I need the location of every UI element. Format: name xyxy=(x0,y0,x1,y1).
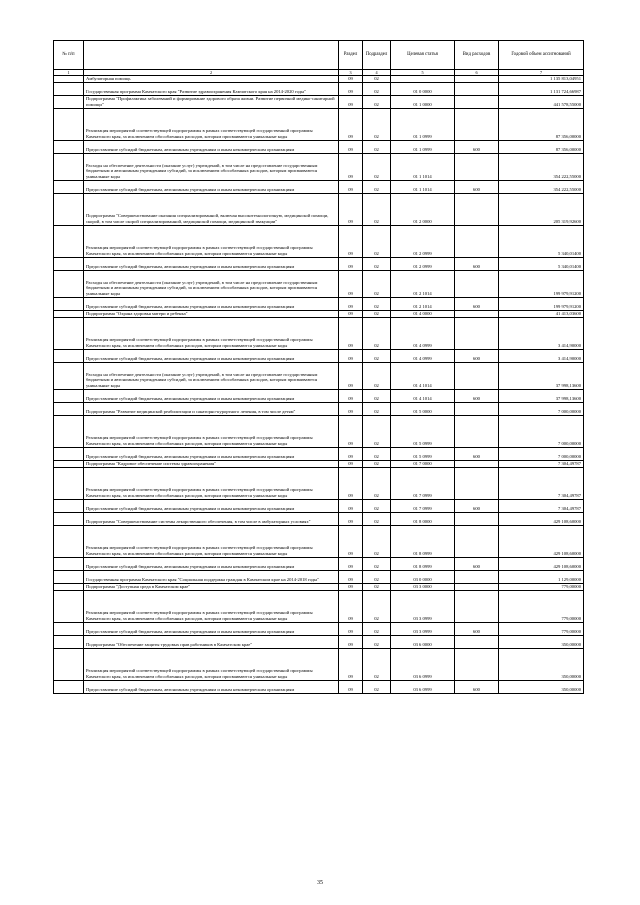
header-target-article: Целевая статья xyxy=(391,41,455,70)
row-podrazdel-cell: 02 xyxy=(363,257,391,270)
row-razdel-cell: 09 xyxy=(339,362,363,389)
row-name-cell: Подпрограмма "Кадровое обеспечение системы здравоохранения" xyxy=(84,460,339,467)
row-target-article-cell: 01 5 0999 xyxy=(391,447,455,460)
column-number: 1 xyxy=(54,70,84,76)
row-podrazdel-cell: 02 xyxy=(363,225,391,257)
row-num-cell xyxy=(54,590,84,622)
row-amount-cell: 350,00000 xyxy=(499,648,584,680)
row-podrazdel-cell: 02 xyxy=(363,270,391,297)
row-expense-type-cell xyxy=(455,317,499,349)
row-expense-type-cell xyxy=(455,270,499,297)
row-target-article-cell: 01 7 0999 xyxy=(391,467,455,499)
row-target-article-cell: 01 4 0999 xyxy=(391,349,455,362)
budget-table xyxy=(53,40,584,694)
row-name-cell: Реализация мероприятий соответствующей подпрограммы в рамках соответствующей государственной программы Камчатского края, за исключением обособленных расходов, которым присваиваются уникальные коды xyxy=(84,415,339,447)
row-expense-type-cell xyxy=(455,193,499,225)
row-name-cell: Предоставление субсидий бюджетным, автономным учреждениям и иным некоммерческим организациям xyxy=(84,557,339,570)
row-name-cell: Подпрограмма "Доступная среда в Камчатском крае" xyxy=(84,583,339,590)
header-num: № п/п xyxy=(54,41,84,70)
row-num-cell xyxy=(54,402,84,415)
row-podrazdel-cell: 02 xyxy=(363,460,391,467)
row-name-cell: Реализация мероприятий соответствующей подпрограммы в рамках соответствующей государственной программы Камчатского края, за исключением обособленных расходов, которым присваиваются уникальные коды xyxy=(84,467,339,499)
row-podrazdel-cell: 02 xyxy=(363,349,391,362)
table-row xyxy=(54,525,584,557)
row-razdel-cell: 09 xyxy=(339,82,363,95)
row-razdel-cell: 09 xyxy=(339,512,363,525)
row-amount-cell: 7 000,00000 xyxy=(499,447,584,460)
row-amount-cell: 1 135 813,04951 xyxy=(499,76,584,83)
row-podrazdel-cell: 02 xyxy=(363,297,391,310)
table-row xyxy=(54,317,584,349)
row-razdel-cell: 09 xyxy=(339,557,363,570)
row-num-cell xyxy=(54,680,84,693)
row-target-article-cell: 01 0 0000 xyxy=(391,82,455,95)
table-row xyxy=(54,193,584,225)
row-expense-type-cell: 600 xyxy=(455,499,499,512)
row-razdel-cell: 09 xyxy=(339,349,363,362)
table-row xyxy=(54,362,584,389)
row-razdel-cell: 09 xyxy=(339,257,363,270)
row-amount-cell: 199 979,91200 xyxy=(499,297,584,310)
row-expense-type-cell: 600 xyxy=(455,622,499,635)
row-num-cell xyxy=(54,557,84,570)
table-row xyxy=(54,467,584,499)
table-row xyxy=(54,635,584,648)
row-amount-cell: 41 413,03600 xyxy=(499,310,584,317)
row-razdel-cell: 09 xyxy=(339,95,363,108)
row-amount-cell: 1 129,00000 xyxy=(499,570,584,583)
table-row xyxy=(54,270,584,297)
row-target-article-cell: 01 8 0999 xyxy=(391,557,455,570)
row-expense-type-cell xyxy=(455,512,499,525)
row-target-article-cell: 03 3 0999 xyxy=(391,590,455,622)
row-num-cell xyxy=(54,317,84,349)
table-row xyxy=(54,180,584,193)
row-razdel-cell: 09 xyxy=(339,180,363,193)
table-row xyxy=(54,583,584,590)
row-name-cell: Подпрограмма "Совершенствование системы лекарственного обеспечения, в том числе в амбулаторных условиях" xyxy=(84,512,339,525)
row-name-cell: Предоставление субсидий бюджетным, автономным учреждениям и иным некоммерческим организациям xyxy=(84,140,339,153)
row-target-article-cell: 03 6 0999 xyxy=(391,680,455,693)
row-razdel-cell: 09 xyxy=(339,140,363,153)
table-row xyxy=(54,225,584,257)
row-name-cell: Подпрограмма "Развитие медицинской реабилитации и санаторно-курортного лечения, в том числе детям" xyxy=(84,402,339,415)
row-podrazdel-cell: 02 xyxy=(363,512,391,525)
row-num-cell xyxy=(54,180,84,193)
row-target-article-cell: 01 4 1014 xyxy=(391,362,455,389)
row-expense-type-cell xyxy=(455,460,499,467)
table-row xyxy=(54,499,584,512)
table-row xyxy=(54,257,584,270)
row-podrazdel-cell: 02 xyxy=(363,402,391,415)
row-num-cell xyxy=(54,570,84,583)
column-number: 3 xyxy=(339,70,363,76)
row-target-article-cell: 01 2 0999 xyxy=(391,257,455,270)
row-expense-type-cell xyxy=(455,570,499,583)
row-num-cell xyxy=(54,297,84,310)
row-name-cell: Реализация мероприятий соответствующей подпрограммы в рамках соответствующей государственной программы Камчатского края, за исключением обособленных расходов, которым присваиваются уникальные коды xyxy=(84,225,339,257)
row-amount-cell: 3 414,90000 xyxy=(499,317,584,349)
row-amount-cell: 779,00000 xyxy=(499,590,584,622)
row-amount-cell: 779,00000 xyxy=(499,583,584,590)
row-target-article-cell: 01 2 1014 xyxy=(391,297,455,310)
page-number: 35 xyxy=(317,880,323,886)
row-name-cell: Предоставление субсидий бюджетным, автономным учреждениям и иным некоммерческим организациям xyxy=(84,622,339,635)
row-razdel-cell: 09 xyxy=(339,499,363,512)
row-name-cell: Предоставление субсидий бюджетным, автономным учреждениям и иным некоммерческим организациям xyxy=(84,680,339,693)
row-amount-cell: 7 304,49787 xyxy=(499,460,584,467)
header-expense-type: Вид расходов xyxy=(455,41,499,70)
row-expense-type-cell xyxy=(455,415,499,447)
table-row xyxy=(54,622,584,635)
row-name-cell: Реализация мероприятий соответствующей подпрограммы в рамках соответствующей государственной программы Камчатского края, за исключением обособленных расходов, которым присваиваются уникальные коды xyxy=(84,590,339,622)
row-razdel-cell: 09 xyxy=(339,297,363,310)
row-num-cell xyxy=(54,525,84,557)
row-expense-type-cell xyxy=(455,525,499,557)
row-amount-cell: 37 998,13600 xyxy=(499,362,584,389)
row-razdel-cell: 09 xyxy=(339,460,363,467)
column-number: 2 xyxy=(84,70,339,76)
table-row xyxy=(54,415,584,447)
header-amount: Годовой объем ассигнований xyxy=(499,41,584,70)
table-row xyxy=(54,570,584,583)
row-razdel-cell: 09 xyxy=(339,648,363,680)
row-target-article-cell xyxy=(391,76,455,83)
row-target-article-cell: 01 7 0999 xyxy=(391,499,455,512)
row-amount-cell: 429 108,60000 xyxy=(499,557,584,570)
row-podrazdel-cell: 02 xyxy=(363,310,391,317)
table-row xyxy=(54,76,584,83)
row-name-cell: Предоставление субсидий бюджетным, автономным учреждениям и иным некоммерческим организациям xyxy=(84,180,339,193)
row-name-cell: Расходы на обеспечение деятельности (оказание услуг) учреждений, в том числе на предоставление государственным бюджетным и автономным учреждениям субсидий, за исключением обособленных расходов, которым присваиваются уникальные коды xyxy=(84,270,339,297)
row-podrazdel-cell: 02 xyxy=(363,467,391,499)
row-target-article-cell: 03 3 0000 xyxy=(391,583,455,590)
table-row xyxy=(54,648,584,680)
row-num-cell xyxy=(54,447,84,460)
row-razdel-cell: 09 xyxy=(339,193,363,225)
row-expense-type-cell xyxy=(455,583,499,590)
row-podrazdel-cell: 02 xyxy=(363,570,391,583)
header-row xyxy=(54,41,584,70)
row-target-article-cell: 01 8 0999 xyxy=(391,525,455,557)
row-expense-type-cell: 600 xyxy=(455,389,499,402)
row-expense-type-cell xyxy=(455,82,499,95)
table-row xyxy=(54,310,584,317)
row-target-article-cell: 01 5 0000 xyxy=(391,402,455,415)
row-razdel-cell: 09 xyxy=(339,317,363,349)
row-expense-type-cell: 600 xyxy=(455,257,499,270)
row-amount-cell: 1 131 724,66987 xyxy=(499,82,584,95)
row-razdel-cell: 09 xyxy=(339,415,363,447)
row-razdel-cell: 09 xyxy=(339,525,363,557)
row-num-cell xyxy=(54,583,84,590)
row-expense-type-cell: 600 xyxy=(455,140,499,153)
column-number: 4 xyxy=(363,70,391,76)
row-num-cell xyxy=(54,95,84,108)
column-number: 6 xyxy=(455,70,499,76)
row-expense-type-cell: 600 xyxy=(455,180,499,193)
row-target-article-cell: 01 4 0999 xyxy=(391,317,455,349)
table-row xyxy=(54,389,584,402)
row-podrazdel-cell: 02 xyxy=(363,590,391,622)
row-num-cell xyxy=(54,140,84,153)
row-podrazdel-cell: 02 xyxy=(363,622,391,635)
row-amount-cell: 87 356,00000 xyxy=(499,140,584,153)
table-row xyxy=(54,460,584,467)
row-target-article-cell: 03 6 0000 xyxy=(391,635,455,648)
row-amount-cell: 7 304,49787 xyxy=(499,467,584,499)
row-name-cell: Государственная программа Камчатского края "Социальная поддержка граждан в Камчатском крае на 2014-2018 годы" xyxy=(84,570,339,583)
row-num-cell xyxy=(54,76,84,83)
row-target-article-cell: 01 2 0999 xyxy=(391,225,455,257)
row-podrazdel-cell: 02 xyxy=(363,193,391,225)
row-expense-type-cell xyxy=(455,467,499,499)
row-podrazdel-cell: 02 xyxy=(363,635,391,648)
row-num-cell xyxy=(54,467,84,499)
row-target-article-cell: 01 5 0999 xyxy=(391,415,455,447)
row-num-cell xyxy=(54,257,84,270)
row-expense-type-cell xyxy=(455,95,499,108)
row-razdel-cell: 09 xyxy=(339,225,363,257)
row-num-cell xyxy=(54,460,84,467)
table-row xyxy=(54,349,584,362)
row-podrazdel-cell: 02 xyxy=(363,557,391,570)
row-name-cell: Расходы на обеспечение деятельности (оказание услуг) учреждений, в том числе на предоставление государственным бюджетным и автономным учреждениям субсидий, за исключением обособленных расходов, которым присваиваются уникальные коды xyxy=(84,362,339,389)
row-expense-type-cell: 600 xyxy=(455,680,499,693)
row-name-cell: Подпрограмма "Обеспечение защиты трудовых прав работников в Камчатском крае" xyxy=(84,635,339,648)
row-podrazdel-cell: 02 xyxy=(363,317,391,349)
row-num-cell xyxy=(54,362,84,389)
table-row xyxy=(54,140,584,153)
row-num-cell xyxy=(54,153,84,180)
row-podrazdel-cell: 02 xyxy=(363,499,391,512)
row-amount-cell: 37 998,13600 xyxy=(499,389,584,402)
row-target-article-cell: 03 6 0999 xyxy=(391,648,455,680)
row-podrazdel-cell: 02 xyxy=(363,153,391,180)
row-amount-cell: 429 108,60000 xyxy=(499,512,584,525)
row-expense-type-cell xyxy=(455,225,499,257)
row-num-cell xyxy=(54,415,84,447)
row-razdel-cell: 09 xyxy=(339,108,363,140)
row-num-cell xyxy=(54,108,84,140)
row-amount-cell: 3 414,90000 xyxy=(499,349,584,362)
row-num-cell xyxy=(54,310,84,317)
row-expense-type-cell: 600 xyxy=(455,557,499,570)
row-expense-type-cell xyxy=(455,153,499,180)
row-amount-cell: 441 578,55000 xyxy=(499,95,584,108)
table-row xyxy=(54,590,584,622)
row-name-cell: Подпрограмма "Профилактика заболеваний и формирование здорового образа жизни. Развитие первичной медико-санитарной помощи" xyxy=(84,95,339,108)
row-name-cell: Предоставление субсидий бюджетным, автономным учреждениям и иным некоммерческим организациям xyxy=(84,389,339,402)
table-row xyxy=(54,95,584,108)
row-num-cell xyxy=(54,389,84,402)
row-razdel-cell: 09 xyxy=(339,270,363,297)
row-razdel-cell: 09 xyxy=(339,153,363,180)
row-target-article-cell: 01 2 1014 xyxy=(391,270,455,297)
row-expense-type-cell xyxy=(455,310,499,317)
table-row xyxy=(54,297,584,310)
row-target-article-cell: 01 4 1014 xyxy=(391,389,455,402)
table-row xyxy=(54,680,584,693)
row-name-cell: Предоставление субсидий бюджетным, автономным учреждениям и иным некоммерческим организациям xyxy=(84,257,339,270)
row-amount-cell: 7 000,00000 xyxy=(499,415,584,447)
row-podrazdel-cell: 02 xyxy=(363,362,391,389)
row-expense-type-cell xyxy=(455,648,499,680)
document-page xyxy=(53,40,583,694)
row-podrazdel-cell: 02 xyxy=(363,680,391,693)
row-razdel-cell: 09 xyxy=(339,310,363,317)
row-podrazdel-cell: 02 xyxy=(363,648,391,680)
row-num-cell xyxy=(54,270,84,297)
row-name-cell: Реализация мероприятий соответствующей подпрограммы в рамках соответствующей государственной программы Камчатского края, за исключением обособленных расходов, которым присваиваются уникальные коды xyxy=(84,648,339,680)
row-podrazdel-cell: 02 xyxy=(363,415,391,447)
row-podrazdel-cell: 02 xyxy=(363,180,391,193)
table-row xyxy=(54,153,584,180)
row-amount-cell: 5 340,01400 xyxy=(499,225,584,257)
table-row xyxy=(54,82,584,95)
row-razdel-cell: 09 xyxy=(339,467,363,499)
row-target-article-cell: 01 1 1014 xyxy=(391,153,455,180)
row-name-cell: Государственная программа Камчатского края "Развитие здравоохранения Камчатского края на 2014-2020 годы" xyxy=(84,82,339,95)
row-razdel-cell: 09 xyxy=(339,590,363,622)
row-target-article-cell: 03 0 0000 xyxy=(391,570,455,583)
row-amount-cell: 429 108,60000 xyxy=(499,525,584,557)
table-body xyxy=(54,76,584,694)
row-name-cell: Амбулаторная помощь xyxy=(84,76,339,83)
row-expense-type-cell xyxy=(455,635,499,648)
row-num-cell xyxy=(54,349,84,362)
header-name xyxy=(84,41,339,70)
row-num-cell xyxy=(54,193,84,225)
row-razdel-cell: 09 xyxy=(339,680,363,693)
table-row xyxy=(54,402,584,415)
row-podrazdel-cell: 02 xyxy=(363,583,391,590)
row-num-cell xyxy=(54,622,84,635)
column-number: 5 xyxy=(391,70,455,76)
row-podrazdel-cell: 02 xyxy=(363,108,391,140)
row-podrazdel-cell: 02 xyxy=(363,95,391,108)
row-target-article-cell: 01 7 0000 xyxy=(391,460,455,467)
header-podrazdel: Подраздел xyxy=(363,41,391,70)
row-amount-cell: 87 356,00000 xyxy=(499,108,584,140)
row-podrazdel-cell: 02 xyxy=(363,76,391,83)
row-target-article-cell: 01 1 0000 xyxy=(391,95,455,108)
row-expense-type-cell: 600 xyxy=(455,349,499,362)
row-name-cell: Предоставление субсидий бюджетным, автономным учреждениям и иным некоммерческим организациям xyxy=(84,297,339,310)
row-razdel-cell: 09 xyxy=(339,402,363,415)
row-amount-cell: 199 979,91200 xyxy=(499,270,584,297)
row-num-cell xyxy=(54,635,84,648)
row-name-cell: Предоставление субсидий бюджетным, автономным учреждениям и иным некоммерческим организациям xyxy=(84,447,339,460)
row-target-article-cell: 01 1 0999 xyxy=(391,140,455,153)
row-razdel-cell: 09 xyxy=(339,583,363,590)
row-name-cell: Предоставление субсидий бюджетным, автономным учреждениям и иным некоммерческим организациям xyxy=(84,349,339,362)
row-podrazdel-cell: 02 xyxy=(363,447,391,460)
row-name-cell: Реализация мероприятий соответствующей подпрограммы в рамках соответствующей государственной программы Камчатского края, за исключением обособленных расходов, которым присваиваются уникальные коды xyxy=(84,317,339,349)
row-amount-cell: 205 319,92600 xyxy=(499,193,584,225)
row-target-article-cell: 01 8 0000 xyxy=(391,512,455,525)
table-row xyxy=(54,512,584,525)
row-podrazdel-cell: 02 xyxy=(363,82,391,95)
row-expense-type-cell: 600 xyxy=(455,447,499,460)
row-razdel-cell: 09 xyxy=(339,447,363,460)
row-name-cell: Подпрограмма "Совершенствование оказания специализированной, включая высокотехнологичную, медицинской помощи, скорой, в том числе скорой специализированной, медицинской помощи, медицинской эвакуации" xyxy=(84,193,339,225)
table-row xyxy=(54,447,584,460)
row-num-cell xyxy=(54,82,84,95)
row-num-cell xyxy=(54,648,84,680)
row-expense-type-cell xyxy=(455,76,499,83)
row-name-cell: Подпрограмма "Охрана здоровья матери и ребенка" xyxy=(84,310,339,317)
row-razdel-cell: 09 xyxy=(339,389,363,402)
row-amount-cell: 7 304,49787 xyxy=(499,499,584,512)
row-target-article-cell: 01 4 0000 xyxy=(391,310,455,317)
row-amount-cell: 350,00000 xyxy=(499,635,584,648)
row-name-cell: Предоставление субсидий бюджетным, автономным учреждениям и иным некоммерческим организациям xyxy=(84,499,339,512)
row-num-cell xyxy=(54,499,84,512)
row-expense-type-cell xyxy=(455,402,499,415)
row-target-article-cell: 01 1 1014 xyxy=(391,180,455,193)
row-amount-cell: 354 222,55000 xyxy=(499,153,584,180)
row-amount-cell: 7 000,00000 xyxy=(499,402,584,415)
row-razdel-cell: 09 xyxy=(339,570,363,583)
row-name-cell: Реализация мероприятий соответствующей подпрограммы в рамках соответствующей государственной программы Камчатского края, за исключением обособленных расходов, которым присваиваются уникальные коды xyxy=(84,108,339,140)
row-amount-cell: 350,00000 xyxy=(499,680,584,693)
table-row xyxy=(54,557,584,570)
row-name-cell: Расходы на обеспечение деятельности (оказание услуг) учреждений, в том числе на предоставление государственным бюджетным и автономным учреждениям субсидий, за исключением обособленных расходов, которым присваиваются уникальные коды xyxy=(84,153,339,180)
row-expense-type-cell xyxy=(455,108,499,140)
row-podrazdel-cell: 02 xyxy=(363,525,391,557)
header-razdel: Раздел xyxy=(339,41,363,70)
row-amount-cell: 5 340,01400 xyxy=(499,257,584,270)
row-num-cell xyxy=(54,225,84,257)
table-row xyxy=(54,108,584,140)
row-amount-cell: 354 222,55000 xyxy=(499,180,584,193)
row-amount-cell: 779,00000 xyxy=(499,622,584,635)
row-target-article-cell: 03 3 0999 xyxy=(391,622,455,635)
column-number: 7 xyxy=(499,70,584,76)
row-podrazdel-cell: 02 xyxy=(363,140,391,153)
row-razdel-cell: 09 xyxy=(339,635,363,648)
row-num-cell xyxy=(54,512,84,525)
row-razdel-cell: 09 xyxy=(339,76,363,83)
row-expense-type-cell xyxy=(455,362,499,389)
row-expense-type-cell: 600 xyxy=(455,297,499,310)
row-target-article-cell: 01 1 0999 xyxy=(391,108,455,140)
row-expense-type-cell xyxy=(455,590,499,622)
row-name-cell: Реализация мероприятий соответствующей подпрограммы в рамках соответствующей государственной программы Камчатского края, за исключением обособленных расходов, которым присваиваются уникальные коды xyxy=(84,525,339,557)
row-razdel-cell: 09 xyxy=(339,622,363,635)
row-target-article-cell: 01 2 0000 xyxy=(391,193,455,225)
row-podrazdel-cell: 02 xyxy=(363,389,391,402)
